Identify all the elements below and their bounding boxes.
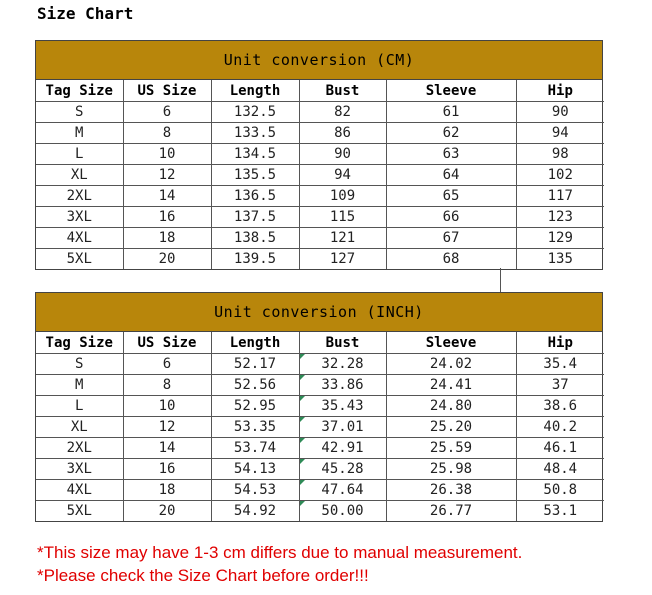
cell-us-size: 14 (123, 438, 211, 459)
column-header-us-size: US Size (123, 332, 211, 354)
cell-bust: 82 (299, 102, 386, 123)
cell-length: 135.5 (211, 165, 299, 186)
cell-tag-size: XL (36, 417, 123, 438)
table-row (36, 228, 604, 249)
cell-tag-size: 4XL (36, 480, 123, 501)
cell-tag-size: 2XL (36, 438, 123, 459)
cell-length: 54.53 (211, 480, 299, 501)
column-header-tag-size: Tag Size (36, 80, 123, 102)
cell-bust: 42.91 (299, 438, 386, 459)
column-header-us-size: US Size (123, 80, 211, 102)
cell-length: 53.74 (211, 438, 299, 459)
cell-hip: 129 (516, 228, 604, 249)
column-header-length: Length (211, 80, 299, 102)
cell-length: 133.5 (211, 123, 299, 144)
cell-hip: 48.4 (516, 459, 604, 480)
column-header-hip: Hip (516, 80, 604, 102)
column-header-bust: Bust (299, 332, 386, 354)
cell-bust: 35.43 (299, 396, 386, 417)
table-row (36, 459, 604, 480)
cell-length: 138.5 (211, 228, 299, 249)
table-row (36, 375, 604, 396)
cell-length: 52.56 (211, 375, 299, 396)
cell-tag-size: 3XL (36, 207, 123, 228)
cell-hip: 46.1 (516, 438, 604, 459)
cell-us-size: 6 (123, 354, 211, 375)
cell-bust: 109 (299, 186, 386, 207)
cell-length: 54.13 (211, 459, 299, 480)
cell-sleeve: 25.98 (386, 459, 516, 480)
table-row (36, 123, 604, 144)
cell-tag-size: 4XL (36, 228, 123, 249)
cell-bust: 47.64 (299, 480, 386, 501)
cell-bust: 127 (299, 249, 386, 270)
table-row (36, 249, 604, 270)
cell-tag-size: 5XL (36, 501, 123, 522)
cell-sleeve: 64 (386, 165, 516, 186)
column-header-bust: Bust (299, 80, 386, 102)
cell-hip: 38.6 (516, 396, 604, 417)
column-header-tag-size: Tag Size (36, 332, 123, 354)
table-row (36, 144, 604, 165)
table-row (36, 438, 604, 459)
cell-hip: 98 (516, 144, 604, 165)
cell-bust: 115 (299, 207, 386, 228)
notes (37, 541, 522, 587)
cell-hip: 123 (516, 207, 604, 228)
divider-line (500, 268, 501, 292)
cell-hip: 50.8 (516, 480, 604, 501)
cell-hip: 102 (516, 165, 604, 186)
cell-bust: 94 (299, 165, 386, 186)
size-chart-cm (35, 40, 603, 270)
cell-sleeve: 24.02 (386, 354, 516, 375)
table-row (36, 480, 604, 501)
cell-hip: 135 (516, 249, 604, 270)
cell-sleeve: 25.59 (386, 438, 516, 459)
cell-length: 53.35 (211, 417, 299, 438)
cell-hip: 37 (516, 375, 604, 396)
table-row (36, 417, 604, 438)
cell-tag-size: 3XL (36, 459, 123, 480)
cell-hip: 35.4 (516, 354, 604, 375)
cell-us-size: 16 (123, 207, 211, 228)
cell-bust: 50.00 (299, 501, 386, 522)
cell-us-size: 12 (123, 165, 211, 186)
cell-us-size: 16 (123, 459, 211, 480)
cell-bust: 33.86 (299, 375, 386, 396)
cell-sleeve: 61 (386, 102, 516, 123)
column-header-sleeve: Sleeve (386, 332, 516, 354)
cell-sleeve: 65 (386, 186, 516, 207)
cell-us-size: 10 (123, 144, 211, 165)
cell-length: 139.5 (211, 249, 299, 270)
cell-tag-size: L (36, 144, 123, 165)
cell-bust: 37.01 (299, 417, 386, 438)
cell-us-size: 20 (123, 501, 211, 522)
table-row (36, 186, 604, 207)
inch-header-row (36, 332, 604, 354)
cell-us-size: 14 (123, 186, 211, 207)
cell-length: 52.17 (211, 354, 299, 375)
cell-length: 136.5 (211, 186, 299, 207)
cell-bust: 32.28 (299, 354, 386, 375)
cell-us-size: 8 (123, 375, 211, 396)
cell-sleeve: 62 (386, 123, 516, 144)
inch-table (36, 332, 604, 521)
cell-sleeve: 26.38 (386, 480, 516, 501)
column-header-length: Length (211, 332, 299, 354)
cell-us-size: 18 (123, 228, 211, 249)
cell-tag-size: 2XL (36, 186, 123, 207)
cell-sleeve: 66 (386, 207, 516, 228)
table-row (36, 207, 604, 228)
cell-sleeve: 26.77 (386, 501, 516, 522)
cell-us-size: 8 (123, 123, 211, 144)
cell-bust: 90 (299, 144, 386, 165)
cell-tag-size: M (36, 123, 123, 144)
cm-table-caption: Unit conversion (CM) (36, 41, 602, 80)
table-row (36, 102, 604, 123)
cell-sleeve: 63 (386, 144, 516, 165)
cell-tag-size: XL (36, 165, 123, 186)
note-check-chart: *Please check the Size Chart before order!!! (37, 566, 369, 585)
cell-us-size: 20 (123, 249, 211, 270)
cell-hip: 53.1 (516, 501, 604, 522)
cell-hip: 40.2 (516, 417, 604, 438)
cell-hip: 117 (516, 186, 604, 207)
cell-bust: 45.28 (299, 459, 386, 480)
column-header-hip: Hip (516, 332, 604, 354)
cm-table-body (36, 102, 604, 270)
column-header-sleeve: Sleeve (386, 80, 516, 102)
cell-sleeve: 24.80 (386, 396, 516, 417)
note-measurement: *This size may have 1-3 cm differs due to manual measurement. (37, 543, 523, 562)
cell-sleeve: 68 (386, 249, 516, 270)
cell-length: 54.92 (211, 501, 299, 522)
cell-us-size: 10 (123, 396, 211, 417)
size-chart-inch (35, 292, 603, 522)
table-row (36, 354, 604, 375)
cell-sleeve: 67 (386, 228, 516, 249)
inch-table-body (36, 354, 604, 522)
cell-tag-size: 5XL (36, 249, 123, 270)
cell-tag-size: M (36, 375, 123, 396)
cell-bust: 121 (299, 228, 386, 249)
page-title: Size Chart (37, 4, 134, 23)
table-row (36, 165, 604, 186)
cm-header-row (36, 80, 604, 102)
cm-table (36, 80, 604, 269)
cell-us-size: 6 (123, 102, 211, 123)
cell-hip: 94 (516, 123, 604, 144)
table-row (36, 396, 604, 417)
cell-length: 134.5 (211, 144, 299, 165)
cell-bust: 86 (299, 123, 386, 144)
cell-length: 52.95 (211, 396, 299, 417)
cell-tag-size: S (36, 102, 123, 123)
cell-sleeve: 24.41 (386, 375, 516, 396)
cell-length: 132.5 (211, 102, 299, 123)
cell-tag-size: S (36, 354, 123, 375)
cell-length: 137.5 (211, 207, 299, 228)
table-row (36, 501, 604, 522)
cell-us-size: 12 (123, 417, 211, 438)
cell-us-size: 18 (123, 480, 211, 501)
cell-tag-size: L (36, 396, 123, 417)
cell-sleeve: 25.20 (386, 417, 516, 438)
inch-table-caption: Unit conversion (INCH) (36, 293, 602, 332)
cell-hip: 90 (516, 102, 604, 123)
